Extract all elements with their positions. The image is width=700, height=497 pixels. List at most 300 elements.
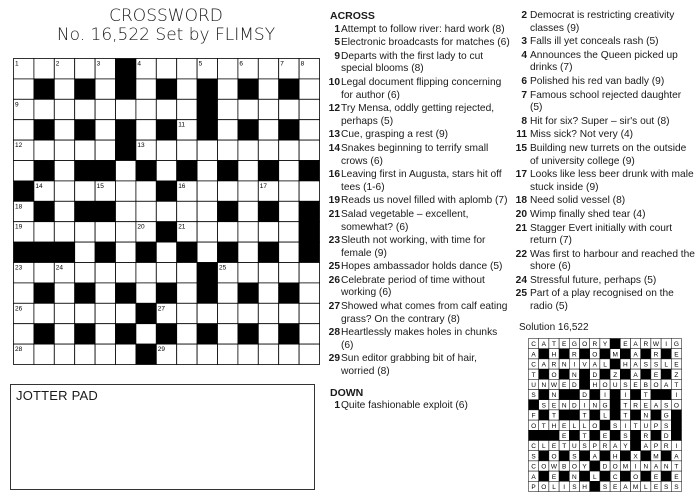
solution-letter: U [572, 443, 577, 451]
grid-cell[interactable] [197, 201, 217, 221]
grid-cell[interactable] [238, 242, 258, 262]
grid-cell[interactable] [54, 140, 74, 160]
grid-cell[interactable] [177, 140, 197, 160]
grid-cell[interactable] [177, 324, 197, 344]
clue-across-12[interactable] [330, 103, 510, 128]
grid-cell[interactable] [136, 79, 156, 99]
grid-cell[interactable] [258, 120, 278, 140]
grid-cell[interactable] [156, 161, 176, 181]
grid-cell[interactable] [279, 344, 299, 364]
grid-cell[interactable] [218, 120, 238, 140]
grid-cell[interactable] [218, 222, 238, 242]
solution-block [661, 471, 671, 481]
grid-cell[interactable] [95, 140, 115, 160]
grid-cell[interactable] [75, 140, 95, 160]
grid-cell[interactable] [156, 201, 176, 221]
solution-block [600, 451, 610, 461]
clue-text: Stressful future, perhaps (5) [530, 274, 657, 286]
grid-cell[interactable] [238, 303, 258, 323]
grid-cell[interactable] [95, 344, 115, 364]
grid-cell[interactable] [177, 344, 197, 364]
grid-block [34, 324, 54, 344]
grid-cell[interactable] [299, 99, 319, 119]
clue-across-27[interactable] [330, 301, 510, 326]
solution-letter: H [582, 484, 587, 491]
grid-cell[interactable] [299, 283, 319, 303]
grid-cell[interactable] [238, 161, 258, 181]
grid-cell[interactable] [116, 99, 136, 119]
grid-cell[interactable] [14, 120, 34, 140]
grid-cell[interactable] [54, 324, 74, 344]
grid-block [136, 242, 156, 262]
grid-cell[interactable] [299, 79, 319, 99]
grid-cell[interactable] [177, 201, 197, 221]
grid-cell[interactable] [156, 99, 176, 119]
grid-block [54, 242, 74, 262]
grid-cell[interactable] [14, 161, 34, 181]
clues-column-1 [330, 10, 510, 414]
grid-cell[interactable] [136, 99, 156, 119]
solution-letter: O [541, 463, 547, 471]
clue-across-19[interactable] [330, 195, 510, 208]
grid-block [116, 120, 136, 140]
grid-cell[interactable] [258, 79, 278, 99]
grid-cell[interactable] [258, 140, 278, 160]
solution-letter: C [612, 473, 618, 481]
solution-letter: U [531, 382, 536, 389]
grid-cell[interactable] [95, 283, 115, 303]
down-header: DOWN [330, 386, 364, 399]
grid-cell[interactable] [136, 283, 156, 303]
grid-block [258, 161, 278, 181]
solution-block [559, 410, 569, 420]
grid-cell[interactable] [95, 79, 115, 99]
grid-cell[interactable] [279, 161, 299, 181]
clue-number: 19 [328, 195, 340, 207]
solution-letter: G [663, 412, 669, 420]
grid-cell[interactable] [299, 344, 319, 364]
solution-letter: O [592, 351, 598, 359]
grid-cell[interactable] [258, 59, 278, 79]
grid-cell[interactable] [75, 181, 95, 201]
grid-cell[interactable] [279, 201, 299, 221]
grid-cell[interactable] [238, 344, 258, 364]
solution-letter: R [653, 351, 659, 359]
grid-cell[interactable] [34, 59, 54, 79]
grid-cell[interactable] [238, 263, 258, 283]
clue-down-18[interactable] [515, 195, 695, 208]
jotter-pad-label: JOTTER PAD [16, 388, 98, 403]
solution-block [580, 379, 590, 389]
grid-cell[interactable] [116, 242, 136, 262]
grid-block [177, 242, 197, 262]
grid-cell[interactable] [136, 201, 156, 221]
clue-down-1[interactable] [330, 400, 510, 413]
clue-down-8[interactable] [519, 116, 695, 129]
cell-number: 8 [300, 60, 305, 68]
solution-block [610, 390, 620, 400]
clue-down-15[interactable] [515, 142, 695, 168]
grid-cell[interactable] [34, 99, 54, 119]
grid-cell[interactable] [14, 283, 34, 303]
grid-cell[interactable] [116, 161, 136, 181]
grid-cell[interactable] [116, 222, 136, 242]
grid-cell[interactable] [95, 324, 115, 344]
grid-cell[interactable] [34, 263, 54, 283]
grid-cell[interactable] [299, 263, 319, 283]
clue-across-10[interactable] [330, 77, 510, 102]
clue-down-4[interactable] [519, 50, 695, 75]
grid-cell[interactable] [197, 161, 217, 181]
solution-letter: O [571, 463, 577, 471]
grid-cell[interactable] [156, 59, 176, 79]
solution-block [569, 410, 579, 420]
clue-number: 29 [328, 353, 340, 365]
clue-number: 26 [328, 274, 340, 286]
grid-cell[interactable] [218, 303, 238, 323]
grid-block [75, 161, 95, 181]
grid-cell[interactable] [95, 99, 115, 119]
grid-cell[interactable] [54, 222, 74, 242]
grid-block [197, 120, 217, 140]
grid-cell[interactable] [218, 140, 238, 160]
clue-down-22[interactable] [515, 248, 695, 274]
clue-down-6[interactable] [519, 76, 695, 89]
grid-block [279, 79, 299, 99]
clue-number: 14 [328, 142, 340, 154]
clue-number: 7 [521, 89, 527, 101]
grid-cell[interactable] [197, 222, 217, 242]
grid-cell[interactable] [34, 344, 54, 364]
clue-down-17[interactable] [515, 169, 695, 194]
grid-block [279, 120, 299, 140]
grid-cell[interactable] [218, 181, 238, 201]
grid-cell[interactable] [218, 99, 238, 119]
grid-cell[interactable] [75, 222, 95, 242]
grid-cell[interactable] [258, 99, 278, 119]
grid-cell[interactable] [218, 283, 238, 303]
grid-cell[interactable] [299, 324, 319, 344]
clue-number: 16 [328, 169, 340, 181]
solution-letter: T [531, 371, 536, 379]
solution-letter: L [572, 422, 577, 430]
solution-letter: A [633, 361, 638, 369]
grid-cell[interactable] [197, 242, 217, 262]
grid-cell[interactable] [218, 59, 238, 79]
grid-cell[interactable] [75, 242, 95, 262]
solution-letter: E [653, 371, 659, 379]
clue-down-24[interactable] [515, 274, 695, 288]
grid-cell[interactable] [238, 99, 258, 119]
grid-cell[interactable] [299, 140, 319, 160]
grid-cell[interactable] [95, 120, 115, 140]
clue-down-21[interactable] [515, 222, 695, 248]
solution-block [610, 430, 620, 440]
solution-letter: C [531, 443, 536, 451]
grid-cell[interactable] [177, 79, 197, 99]
grid-cell[interactable] [75, 263, 95, 283]
grid-cell[interactable] [238, 181, 258, 201]
across-header: ACROSS [330, 10, 375, 22]
clue-across-1[interactable] [330, 24, 510, 37]
grid-cell[interactable] [116, 263, 136, 283]
grid-cell[interactable] [197, 140, 217, 160]
clue-across-16[interactable] [330, 169, 510, 194]
down-clue-list [330, 400, 510, 413]
grid-cell[interactable] [299, 303, 319, 323]
grid-cell[interactable] [156, 242, 176, 262]
clue-down-25[interactable] [515, 288, 695, 313]
grid-block [75, 120, 95, 140]
grid-cell[interactable] [136, 181, 156, 201]
grid-cell[interactable] [279, 303, 299, 323]
grid-cell[interactable] [279, 99, 299, 119]
grid-cell[interactable] [197, 181, 217, 201]
solution-block [590, 461, 600, 471]
clue-across-9[interactable] [330, 51, 510, 76]
grid-cell[interactable] [116, 181, 136, 201]
solution-letter: N [541, 382, 547, 389]
solution-letter: T [582, 412, 587, 420]
solution-block [641, 349, 651, 359]
clue-across-28[interactable] [330, 327, 510, 352]
solution-letter: H [592, 382, 598, 389]
grid-cell[interactable] [75, 344, 95, 364]
grid-block [75, 201, 95, 221]
solution-letter: N [663, 463, 669, 471]
clue-number: 21 [515, 222, 527, 234]
grid-block [116, 79, 136, 99]
cell-number: 14 [35, 182, 43, 190]
solution-letter: O [541, 484, 547, 491]
clue-number: 22 [515, 248, 527, 260]
grid-cell[interactable] [218, 324, 238, 344]
clue-across-13[interactable] [330, 129, 510, 142]
grid-cell[interactable] [54, 161, 74, 181]
solution-block [600, 471, 610, 481]
grid-cell[interactable] [218, 344, 238, 364]
grid-cell[interactable] [177, 263, 197, 283]
solution-block [539, 451, 549, 461]
grid-cell[interactable] [197, 303, 217, 323]
solution-block [671, 420, 681, 430]
grid-cell[interactable] [75, 99, 95, 119]
grid-cell[interactable] [279, 242, 299, 262]
grid-cell[interactable] [136, 120, 156, 140]
solution-letter: P [653, 443, 659, 451]
cell-number: 7 [280, 60, 284, 68]
clue-number: 15 [515, 142, 527, 154]
grid-cell[interactable] [238, 222, 258, 242]
solution-block [671, 430, 681, 440]
clue-across-21[interactable] [330, 209, 510, 234]
grid-block [95, 242, 115, 262]
grid-cell[interactable] [197, 344, 217, 364]
clue-number: 25 [515, 288, 527, 300]
clue-across-5[interactable] [330, 37, 510, 50]
clue-number: 24 [515, 274, 527, 286]
solution-letter: I [583, 402, 586, 410]
grid-cell[interactable] [238, 140, 258, 160]
grid-cell[interactable] [54, 79, 74, 99]
grid-cell[interactable] [258, 283, 278, 303]
solution-letter: O [653, 382, 659, 389]
grid-cell[interactable] [75, 59, 95, 79]
solution-letter: S [582, 443, 587, 451]
grid-block [238, 324, 258, 344]
cell-number: 2 [55, 60, 60, 68]
clue-text: Looks like less beer drunk with male stuck inside (9) [530, 169, 694, 193]
solution-letter: A [633, 341, 638, 349]
clue-down-3[interactable] [519, 36, 695, 49]
grid-cell[interactable] [258, 324, 278, 344]
solution-letter: T [541, 422, 546, 430]
grid-cell[interactable] [116, 344, 136, 364]
grid-cell[interactable] [116, 303, 136, 323]
cell-number: 24 [55, 264, 64, 272]
clue-text: Sleuth not working, with time for female (9) [341, 235, 486, 259]
cell-number: 4 [137, 60, 142, 68]
title-line-2: No. 16,522 Set by FLIMSY [56, 25, 276, 45]
grid-cell[interactable] [177, 283, 197, 303]
grid-cell[interactable] [177, 99, 197, 119]
grid-cell[interactable] [218, 79, 238, 99]
grid-cell[interactable] [95, 263, 115, 283]
solution-letter: H [623, 361, 628, 369]
grid-block [279, 324, 299, 344]
solution-letter: S [623, 382, 628, 389]
solution-letter: I [675, 392, 678, 400]
solution-letter: L [603, 412, 607, 420]
crossword-grid[interactable] [13, 58, 319, 364]
solution-letter: O [673, 402, 679, 410]
grid-cell[interactable] [156, 140, 176, 160]
clue-down-11[interactable] [516, 129, 695, 142]
solution-letter: O [551, 371, 557, 379]
clue-down-20[interactable] [515, 208, 695, 222]
grid-cell[interactable] [156, 263, 176, 283]
clue-across-26[interactable] [330, 275, 510, 300]
grid-cell[interactable] [279, 140, 299, 160]
grid-cell[interactable] [258, 263, 278, 283]
clue-across-14[interactable] [330, 143, 510, 168]
clue-number: 25 [328, 261, 340, 273]
grid-cell[interactable] [34, 303, 54, 323]
clue-across-25[interactable] [330, 261, 510, 274]
grid-cell[interactable] [299, 120, 319, 140]
grid-block [156, 181, 176, 201]
grid-cell[interactable] [54, 303, 74, 323]
solution-letter: A [531, 351, 536, 359]
grid-block [299, 161, 319, 181]
solution-block [600, 369, 610, 379]
grid-block [299, 201, 319, 221]
grid-cell[interactable] [54, 283, 74, 303]
solution-block [549, 430, 559, 440]
solution-block [590, 430, 600, 440]
clue-down-7[interactable] [519, 90, 695, 115]
clue-down-2[interactable] [519, 10, 695, 35]
grid-cell[interactable] [136, 324, 156, 344]
cell-number: 16 [178, 182, 186, 190]
grid-cell[interactable] [279, 181, 299, 201]
grid-cell[interactable] [14, 79, 34, 99]
grid-block [116, 140, 136, 160]
grid-cell[interactable] [177, 59, 197, 79]
grid-cell[interactable] [258, 344, 278, 364]
grid-cell[interactable] [136, 263, 156, 283]
solution-letter: I [624, 422, 627, 430]
grid-cell[interactable] [299, 181, 319, 201]
solution-letter: H [551, 351, 557, 359]
grid-cell[interactable] [95, 303, 115, 323]
grid-cell[interactable] [279, 263, 299, 283]
solution-letter: L [541, 443, 546, 451]
grid-cell[interactable] [95, 222, 115, 242]
grid-cell[interactable] [34, 222, 54, 242]
solution-block [641, 369, 651, 379]
solution-letter: L [664, 361, 669, 369]
jotter-pad[interactable] [10, 384, 315, 490]
solution-letter: E [562, 433, 567, 440]
grid-cell[interactable] [14, 324, 34, 344]
solution-block [559, 471, 569, 481]
title-line-1: CROSSWORD [109, 6, 223, 26]
grid-cell[interactable] [54, 201, 74, 221]
grid-cell[interactable] [258, 303, 278, 323]
grid-block [34, 283, 54, 303]
grid-cell[interactable] [258, 222, 278, 242]
solution-block [580, 471, 590, 481]
grid-block [34, 242, 54, 262]
solution-letter: I [675, 443, 678, 451]
grid-cell[interactable] [34, 140, 54, 160]
clue-across-23[interactable] [330, 235, 510, 260]
solution-letter: N [561, 361, 567, 369]
grid-block [156, 120, 176, 140]
clue-number: 6 [521, 75, 527, 87]
solution-letter: S [602, 484, 608, 491]
grid-block [136, 161, 156, 181]
clue-number: 4 [521, 49, 527, 61]
grid-block [218, 242, 238, 262]
solution-letter: A [531, 473, 536, 481]
solution-block [590, 390, 600, 400]
clue-across-29[interactable] [330, 353, 510, 378]
grid-cell[interactable] [75, 303, 95, 323]
solution-letter: E [674, 473, 679, 481]
grid-cell[interactable] [54, 181, 74, 201]
grid-cell[interactable] [116, 201, 136, 221]
grid-cell[interactable] [279, 222, 299, 242]
grid-cell[interactable] [177, 303, 197, 323]
solution-block [661, 349, 671, 359]
solution-letter: T [633, 422, 638, 430]
clue-text: Building new turrets on the outside of university college (9) [530, 142, 687, 167]
grid-cell[interactable] [238, 201, 258, 221]
solution-letter: Y [623, 443, 628, 451]
solution-letter: A [541, 361, 546, 369]
grid-cell[interactable] [54, 120, 74, 140]
cell-number: 27 [157, 305, 166, 313]
cell-number: 25 [219, 264, 227, 272]
cell-number: 19 [15, 223, 23, 231]
solution-letter: E [551, 402, 557, 410]
grid-block [14, 181, 34, 201]
solution-letter: R [663, 443, 669, 451]
grid-cell[interactable] [54, 344, 74, 364]
grid-cell[interactable] [54, 99, 74, 119]
